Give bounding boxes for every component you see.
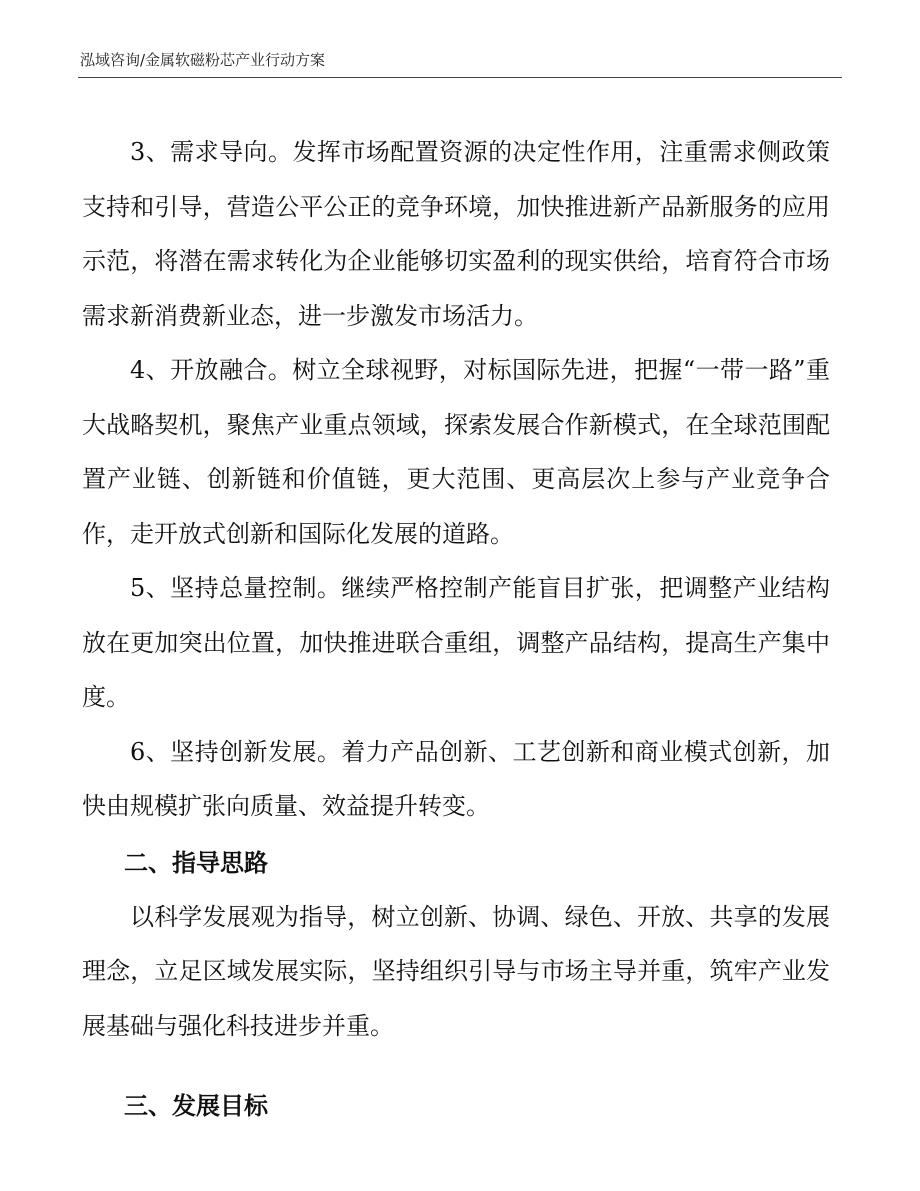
paragraph-demand-orientation: 3、需求导向。发挥市场配置资源的决定性作用，注重需求侧政策支持和引导，营造公平公正的竞争环境，加快推进新产品新服务的应用示范，将潜在需求转化为企业能够切实盈利的现实供给，培育符合市场需求新消费新业态，进一步激发市场活力。 xyxy=(82,138,830,330)
paragraph-open-integration: 4、开放融合。树立全球视野，对标国际先进，把握“一带一路”重大战略契机，聚焦产业重点领域，探索发展合作新模式，在全球范围配置产业链、创新链和价值链，更大范围、更高层次上参与产业竞争合作，走开放式创新和国际化发展的道路。 xyxy=(82,356,830,548)
paragraph-guiding-ideas: 以科学发展观为指导，树立创新、协调、绿色、开放、共享的发展理念，立足区域发展实际，坚持组织引导与市场主导并重，筑牢产业发展基础与强化科技进步并重。 xyxy=(82,902,830,1040)
document-body xyxy=(82,125,830,1133)
paragraph-innovation: 6、坚持创新发展。着力产品创新、工艺创新和商业模式创新，加快由规模扩张向质量、效益提升转变。 xyxy=(82,737,830,820)
section-heading-development-goals: 三、发展目标 xyxy=(124,1092,268,1120)
paragraph-total-control: 5、坚持总量控制。继续严格控制产能盲目扩张，把调整产业结构放在更加突出位置，加快推进联合重组，调整产品结构，提高生产集中度。 xyxy=(82,574,830,711)
document-header: 泓域咨询/金属软磁粉芯产业行动方案 xyxy=(80,51,326,69)
section-heading-guiding-ideas: 二、指导思路 xyxy=(124,848,268,877)
header-divider xyxy=(78,77,842,78)
